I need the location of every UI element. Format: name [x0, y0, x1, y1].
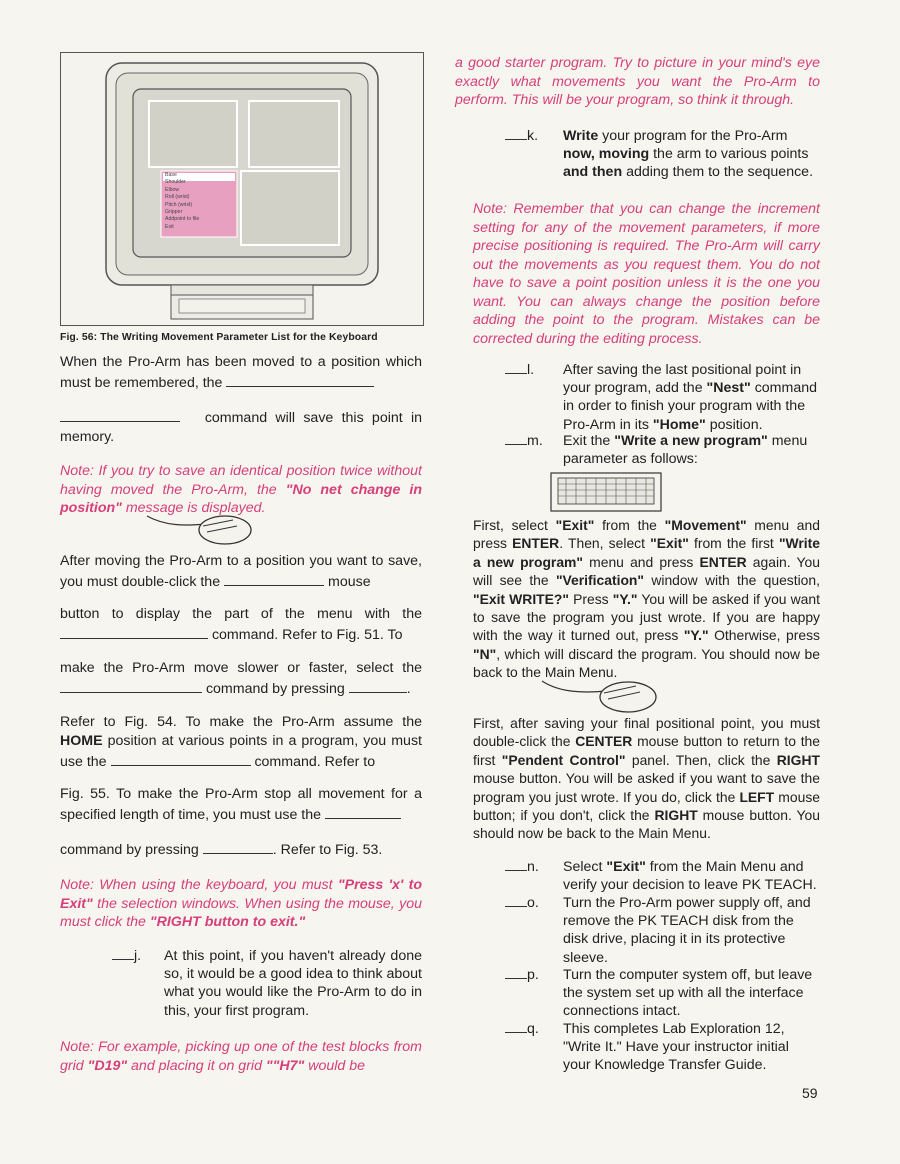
page-number: 59 — [802, 1085, 818, 1101]
figure-caption: Fig. 56: The Writing Movement Parameter List for the Keyboard — [60, 332, 378, 343]
note-continued: a good starter program. Try to picture in your mind's eye exactly what movements you want the Pro-Arm to perform. This will be your program, so think it through. — [455, 55, 820, 108]
answer-blank[interactable] — [60, 407, 180, 422]
paragraph-speed: make the Pro-Arm move slower or faster, select the command by pressing . — [60, 660, 422, 697]
checkbox-blank[interactable] — [112, 947, 134, 960]
checkbox-blank[interactable] — [505, 361, 527, 374]
paragraph-display-menu: button to display the part of the menu with the command. Refer to Fig. 51. To — [60, 606, 422, 643]
paragraph-mouse-exit: First, after saving your final positional point, you must double-click the CENTER mouse button to return to the first "Pendent Control" panel. Then, click the RIGHT mouse button. You will be asked if you want to save the program you just wrote. If you do, click the LEFT mouse button; if you don't, click the RIGHT mouse button. You should now be back to the Main Menu. — [473, 715, 821, 842]
menu-item: Shoulder — [165, 179, 186, 186]
answer-blank[interactable] — [349, 678, 407, 693]
checkbox-blank[interactable] — [505, 966, 527, 979]
menu-item: Base — [165, 172, 177, 178]
monitor-illustration — [61, 53, 423, 325]
note-no-net-change: Note: If you try to save an identical position twice without having moved the Pro-Arm, the "No net change in position" message is displayed. — [60, 463, 422, 516]
note-example: Note: For example, picking up one of the test blocks from grid "D19" and placing it on grid ""H7" would be — [60, 1039, 422, 1074]
mouse-icon — [540, 675, 660, 715]
checkbox-blank[interactable] — [505, 1020, 527, 1033]
menu-item: Pitch (wrist) — [165, 201, 193, 208]
figure-56 — [60, 52, 424, 326]
paragraph-keyboard-exit: First, select "Exit" from the "Movement" menu and press ENTER. Then, select "Exit" from the first "Write a new program" menu and press ENTER again. You will see the "Verification" window with the question, "Exit WRITE?" Press "Y." You will be asked if you want to save the program you just wrote. If you are happy with the way it turned out, press "Y." Otherwise, press "N", which will discard the program. You should now be back to the Main Menu. — [473, 517, 820, 681]
paragraph-save-point-cont: command will save this point in memory. — [60, 407, 422, 447]
menu-item: Gripper — [165, 209, 183, 216]
note-exit-selection: Note: When using the keyboard, you must "Press 'x' to Exit" the selection windows. When using the mouse, you must click the "RIGHT button to exit." — [60, 877, 422, 930]
mouse-icon — [145, 510, 255, 548]
answer-blank[interactable] — [203, 839, 273, 854]
checkbox-blank[interactable] — [505, 894, 527, 907]
menu-item: Addpoint to file — [165, 216, 200, 223]
menu-item: Elbow — [165, 186, 180, 193]
paragraph-double-click: After moving the Pro-Arm to a position you want to save, you must double-click the mouse — [60, 553, 422, 590]
menu-item: Exit — [165, 223, 174, 230]
checkbox-blank[interactable] — [505, 432, 527, 445]
keyboard-icon — [550, 472, 662, 512]
answer-blank[interactable] — [60, 624, 208, 639]
answer-blank[interactable] — [224, 571, 324, 586]
answer-blank[interactable] — [226, 372, 374, 387]
paragraph-stop-cont: command by pressing . Refer to Fig. 53. — [60, 839, 422, 860]
menu-item: Roll (wrist) — [165, 194, 190, 201]
checkbox-blank[interactable] — [505, 127, 527, 140]
paragraph-save-point: When the Pro-Arm has been moved to a position which must be remembered, the — [60, 354, 422, 391]
paragraph-home: Refer to Fig. 54. To make the Pro-Arm assume the HOME position at various points in a program, you must use the command. Refer to — [60, 714, 422, 770]
paragraph-stop: Fig. 55. To make the Pro-Arm stop all movement for a specified length of time, you must use the — [60, 786, 422, 823]
figure-menu-list — [165, 172, 199, 231]
answer-blank[interactable] — [325, 804, 401, 819]
answer-blank[interactable] — [60, 678, 202, 693]
answer-blank[interactable] — [111, 751, 251, 766]
note-increment: Note: Remember that you can change the increment setting for any of the movement parameters, if more precise positioning is required. The Pro-Arm will carry out the movements as you request them. You do not have to save a point position unless it is the one you want. You can always change the position before adding the point to the program. Mistakes can be corrected during the editing process. — [473, 201, 820, 347]
checkbox-blank[interactable] — [505, 858, 527, 871]
